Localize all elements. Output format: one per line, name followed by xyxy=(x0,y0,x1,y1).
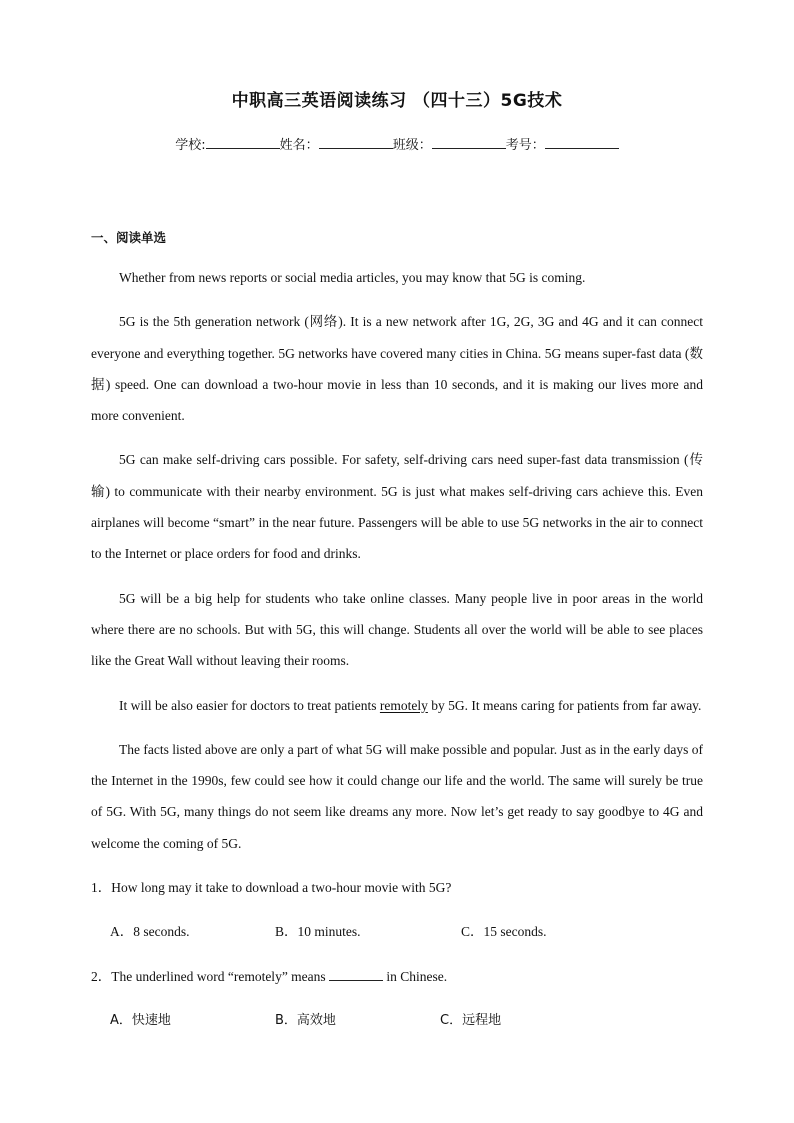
passage-paragraph-6: The facts listed above are only a part of what 5G will make possible and popular. Just as in the early days of the Internet in the 1990s, few could see how it could change our life and the world. The same will surely be true of 5G. With 5G, many things do not seem like dreams any more. Now let’s get ready to say goodbye to 4G and welcome the coming of 5G. xyxy=(91,741,703,851)
passage-paragraph-3: 5G can make self-driving cars possible. For safety, self-driving cars need super-fast data transmission (传输) to communicate with their nearby environment. 5G is just what makes self-driving cars achieve this. Even airplanes will become “smart” in the near future. Passengers will be able to use 5G networks in the air to connect to the Internet or place orders for food and drinks. xyxy=(91,452,703,562)
q1-option-b[interactable]: B．10 minutes. xyxy=(275,924,361,940)
class-blank[interactable] xyxy=(432,136,506,149)
question-1-number: 1． xyxy=(91,880,112,896)
class-label: 班级： xyxy=(392,138,432,153)
passage-paragraph-5 xyxy=(91,690,703,721)
question-1 xyxy=(91,872,703,903)
question-2-text-after: in Chinese. xyxy=(383,968,448,984)
p5-text-after: by 5G. It means caring for patients from far away. xyxy=(427,697,702,713)
number-blank[interactable] xyxy=(545,136,619,149)
page-title: 中职高三英语阅读练习 （四十三）5G技术 xyxy=(231,91,563,111)
name-blank[interactable] xyxy=(319,136,393,149)
passage-paragraph-4: 5G will be a big help for students who take online classes. Many people live in poor areas in the world where there are no schools. But with 5G, this will change. Students all over the world will be able to see places like the Great Wall without leaving their rooms. xyxy=(91,590,703,669)
underlined-word: remotely xyxy=(379,697,428,713)
question-1-text: How long may it take to download a two-hour movie with 5G? xyxy=(111,880,452,896)
q1-option-c[interactable]: C．15 seconds. xyxy=(461,924,547,940)
q2-option-c[interactable]: C．远程地 xyxy=(440,1012,502,1028)
passage-paragraph-1: Whether from news reports or social media articles, you may know that 5G is coming. xyxy=(119,270,586,285)
q2-option-b[interactable]: B．高效地 xyxy=(275,1012,336,1028)
q2-option-a[interactable]: A．快速地 xyxy=(110,1012,171,1028)
school-blank[interactable] xyxy=(206,136,280,149)
student-info-row xyxy=(0,134,794,153)
name-label: 姓名： xyxy=(279,138,319,153)
q1-option-a[interactable]: A．8 seconds. xyxy=(110,924,190,940)
number-label: 考号： xyxy=(505,138,545,153)
question-1-options xyxy=(91,916,703,947)
question-2 xyxy=(91,961,703,992)
school-label: 学校: xyxy=(175,138,206,153)
passage-paragraph-2: 5G is the 5th generation network (网络). It is a new network after 1G, 2G, 3G and 4G and it can connect everyone and everything together. 5G networks have covered many cities in China. 5G means super-fast data (数据) speed. One can download a two-hour movie in less than 10 seconds, and it is making our lives more and more convenient. xyxy=(91,314,703,424)
reading-content xyxy=(91,262,703,1049)
answer-blank[interactable] xyxy=(329,968,383,981)
question-2-text-before: The underlined word “remotely” means xyxy=(111,968,330,984)
question-2-number: 2． xyxy=(91,968,112,984)
section-heading: 一、阅读单选 xyxy=(91,230,167,245)
question-2-options xyxy=(91,1005,703,1036)
p5-text-before: It will be also easier for doctors to treat patients xyxy=(119,697,380,713)
